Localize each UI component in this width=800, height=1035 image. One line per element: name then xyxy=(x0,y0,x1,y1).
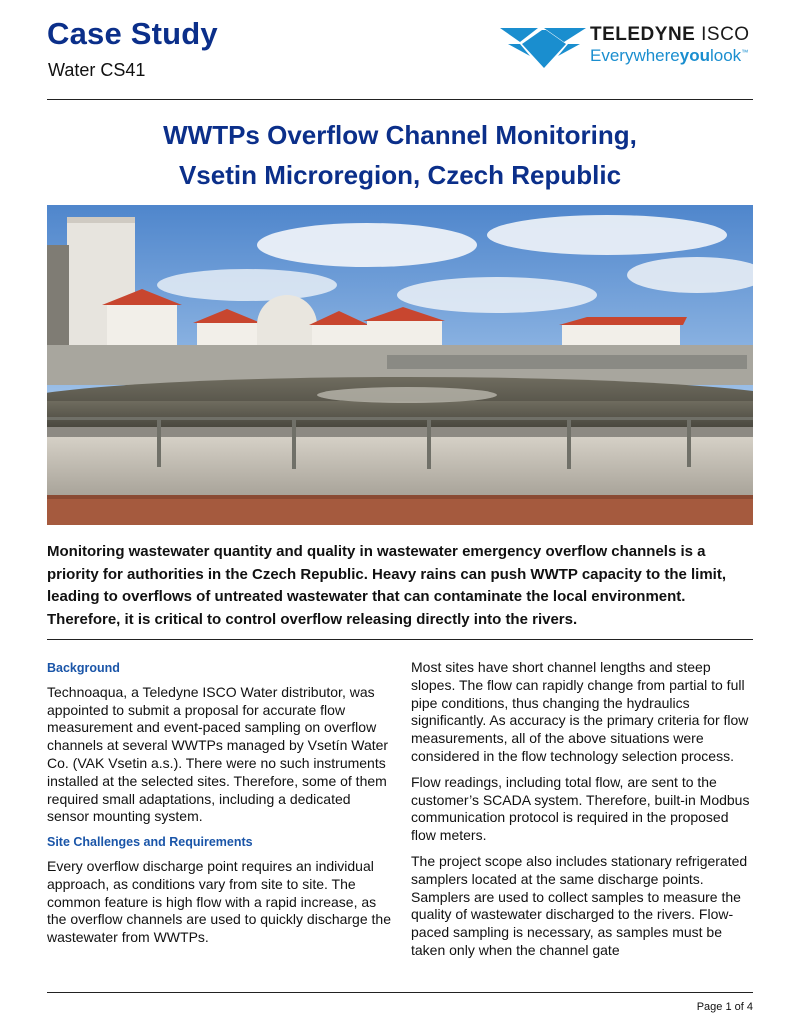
logo-tagline: Everywhereyoulook™ xyxy=(590,46,749,65)
title-line-1: WWTPs Overflow Channel Monitoring, xyxy=(163,120,637,150)
site-challenges-heading: Site Challenges and Requirements xyxy=(47,835,253,850)
right-column xyxy=(411,659,753,968)
site-challenges-paragraph: Every overflow discharge point requires an individual approach, as conditions vary from site to site. The common feature is high flow with a rapid increase, as the overflow channels are used to quickly discharge the wastewater from WWTPs. xyxy=(47,857,391,946)
teledyne-isco-logo xyxy=(500,22,760,72)
channel-paragraph: Most sites have short channel lengths and steep slopes. The flow can rapidly change from partial to full pipe conditions, thus changing the hydraulics significantly. As accuracy is the primary criteria for flow measurements, all of the above situations were considered in the flow technology selection process. xyxy=(411,659,749,764)
title-line-2: Vsetin Microregion, Czech Republic xyxy=(178,160,622,190)
teledyne-mark-icon xyxy=(500,22,586,68)
footer-divider xyxy=(47,992,753,993)
scada-paragraph: Flow readings, including total flow, are sent to the customer’s SCADA system. Therefore, built-in Modbus communication protocol is required in the proposed flow meters. xyxy=(411,773,750,844)
page-number: Page 1 of 4 xyxy=(696,1001,753,1013)
document-code: Water CS41 xyxy=(48,60,146,80)
logo-brand-text: TELEDYNE ISCO xyxy=(590,24,750,45)
samplers-paragraph: The project scope also includes stationary refrigerated samplers located at the same discharge points. Samplers are used to collect samples to measure the quality of wastewater discharged to the rivers. Flow-paced sampling is necessary, as samples must be taken only when the channel gate xyxy=(411,852,748,958)
left-column xyxy=(47,660,392,955)
background-paragraph: Technoaqua, a Teledyne ISCO Water distributor, was appointed to submit a proposal for accurate flow measurement and event-paced sampling on overflow channels at several WWTPs managed by Vsetín Water Co. (VAK Vsetin a.s.). There were no such instruments installed at the selected sites. Therefore, some of them required small adaptations, including a dedicated sensor mounting system. xyxy=(47,683,389,825)
document-title xyxy=(47,115,753,195)
intro-summary: Monitoring wastewater quantity and quality in wastewater emergency overflow channels is a priority for authorities in the Czech Republic. Heavy rains can push WWTP capacity to the limit, leading to overflows of untreated wastewater that can contaminate the local environment. Therefore, it is critical to control overflow releasing directly into the rivers. xyxy=(47,543,727,628)
background-heading: Background xyxy=(47,661,120,675)
intro-divider xyxy=(47,639,753,640)
wastewater-plant-photo xyxy=(47,205,753,525)
case-study-heading: Case Study xyxy=(47,16,218,51)
header-divider xyxy=(47,99,753,100)
